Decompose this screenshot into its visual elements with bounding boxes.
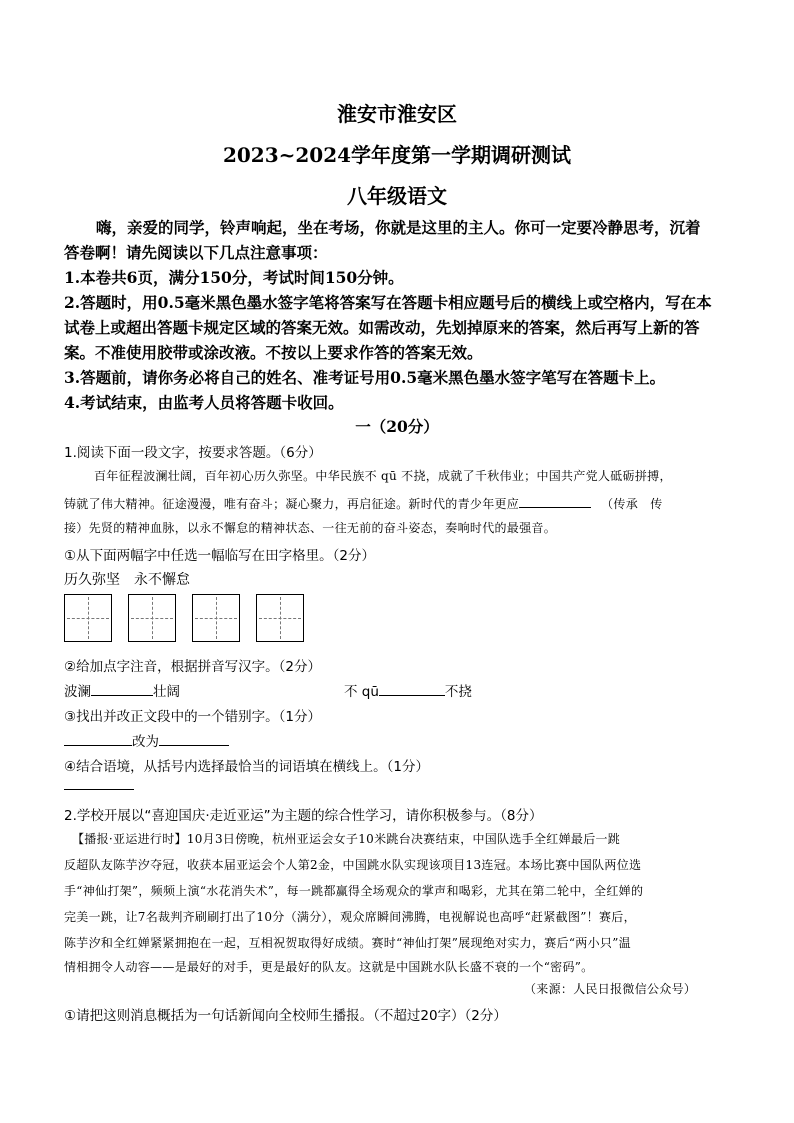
typo-fix-label: 改为 <box>132 734 159 750</box>
q1-sub-1: ①从下面两幅字中任选一幅临写在田字格里。（2分） <box>64 548 375 564</box>
q2-news-line-6: 情相拥令人动容——是最好的对手，更是最好的队友。这就是中国跳水队长盛不衰的一个“密码”。 <box>64 960 594 974</box>
notice-intro: 嗨，亲爱的同学，铃声响起，坐在考场，你就是这里的主人。你可一定要冷静思考，沉着 <box>96 218 701 237</box>
q1-passage-line-3: 接）先贤的精神血脉，以永不懈怠的精神状态、一往无前的奋斗姿态，奏响时代的最强音。 <box>64 521 557 535</box>
q2-news-line-3: 手“神仙打架”，频频上演“水花消失术”，每一跳都赢得全场观众的掌声和喝彩，尤其在第二轮中，全红婵的 <box>64 884 644 898</box>
q1-passage-options: （传承 传 <box>601 497 663 511</box>
question-1-stem: 1.阅读下面一段文字，按要求答题。（6分） <box>64 445 322 461</box>
q1-passage-text: 铸就了伟大精神。征途漫漫，唯有奋斗；凝心聚力，再启征途。新时代的青少年更应 <box>64 497 520 511</box>
fill-b-prefix: 不 qū <box>344 684 379 700</box>
notice-item-1: 1.本卷共6页，满分150分，考试时间150分钟。 <box>64 268 404 287</box>
tianzige-box-3[interactable] <box>192 594 240 642</box>
tianzige-box-2[interactable] <box>128 594 176 642</box>
q2-sub-1: ①请把这则消息概括为一句话新闻向全校师生播报。（不超过20字）（2分） <box>64 1008 507 1024</box>
q1-sub-3: ③找出并改正文段中的一个错别字。（1分） <box>64 709 321 725</box>
fill-a-blank[interactable] <box>91 681 153 696</box>
q1-passage-line-1: 百年征程波澜壮阔，百年初心历久弥坚。中华民族不 qū 不挠，成就了千秋伟业；中国共产党人砥砺拼搏， <box>94 469 672 483</box>
q2-news-line-4: 完美一跳，让7名裁判齐刷刷打出了10分（满分），观众席瞬间沸腾，电视解说也高呼“赶紧截图”！赛后， <box>64 910 636 924</box>
typo-fix-line <box>64 730 229 750</box>
notice-intro-cont: 答卷啊！请先阅读以下几点注意事项： <box>64 243 328 262</box>
q1-sub-2: ②给加点字注音，根据拼音写汉字。（2分） <box>64 659 321 675</box>
q2-news-source: （来源：人民日报微信公众号） <box>524 982 697 996</box>
notice-item-2: 2.答题时，用0.5毫米黑色墨水签字笔将答案写在答题卡相应题号后的横线上或空格内，写在本 <box>64 293 712 312</box>
q1-blank-line[interactable] <box>519 493 591 508</box>
exam-region-title: 淮安市淮安区 <box>337 102 457 126</box>
pinyin-fill-b <box>344 680 472 700</box>
notice-item-2-cont: 试卷上或超出答题卡规定区域的答案无效。如需改动，先划掉原来的答案，然后再写上新的答 <box>64 318 700 337</box>
q2-news-line-2: 反超队友陈芋汐夺冠，收获本届亚运会个人第2金，中国跳水队实现该项目13连冠。本场比赛中国队两位选 <box>64 858 642 872</box>
calligraphy-samples: 历久弥坚 永不懈怠 <box>64 572 190 588</box>
q1-sub-4: ④结合语境，从括号内选择最恰当的词语填在横线上。（1分） <box>64 759 429 775</box>
q1-passage-line-2 <box>64 493 663 512</box>
notice-item-2-end: 案。不准使用胶带或涂改液。不按以上要求作答的答案无效。 <box>64 343 483 362</box>
fill-b-blank[interactable] <box>379 681 445 696</box>
section-heading: 一（20分） <box>355 417 439 436</box>
exam-subject-title: 八年级语文 <box>347 184 447 208</box>
fill-a-suffix: 壮阔 <box>153 684 180 700</box>
notice-item-4: 4.考试结束，由监考人员将答题卡收回。 <box>64 393 344 412</box>
typo-blank-correct[interactable] <box>159 731 229 746</box>
notice-item-3: 3.答题前，请你务必将自己的姓名、准考证号用0.5毫米黑色墨水签字笔写在答题卡上。 <box>64 368 666 387</box>
q2-news-line-5: 陈芋汐和全红婵紧紧拥抱在一起，互相祝贺取得好成绩。赛时“神仙打架”展现绝对实力，赛后“两小只”温 <box>64 936 631 950</box>
question-2-stem: 2.学校开展以“喜迎国庆·走近亚运”为主题的综合性学习，请你积极参与。（8分） <box>64 808 543 824</box>
typo-blank-wrong[interactable] <box>64 731 132 746</box>
tianzige-box-1[interactable] <box>64 594 112 642</box>
q2-news-line-1: 【播报·亚运进行时】10月3日傍晚，杭州亚运会女子10米跳台决赛结束，中国队选手全红婵最后一跳 <box>72 832 621 846</box>
exam-year-title: 2023~2024学年度第一学期调研测试 <box>222 143 572 167</box>
fill-a-prefix: 波澜 <box>64 684 91 700</box>
word-choice-blank[interactable] <box>64 789 134 790</box>
pinyin-fill-a <box>64 680 180 700</box>
fill-b-suffix: 不挠 <box>444 684 472 700</box>
tianzige-box-4[interactable] <box>256 594 304 642</box>
